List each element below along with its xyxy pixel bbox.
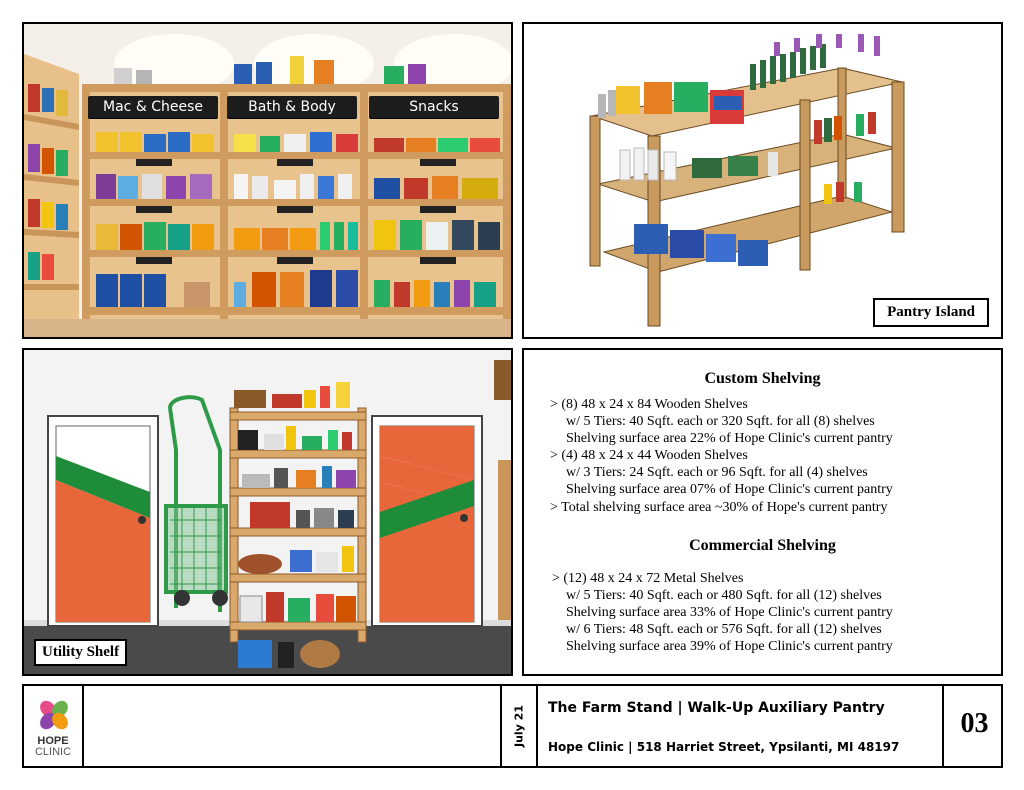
title-block-notes-area [84, 686, 502, 766]
spec-line: Shelving surface area 39% of Hope Clinic's current pantry [566, 639, 893, 654]
utility-shelf-caption: Utility Shelf [34, 639, 127, 666]
hope-clinic-logo-icon [36, 698, 72, 732]
spec-line: w/ 6 Tiers: 48 Sqft. each or 576 Sqft. for all (12) shelves [566, 622, 882, 637]
spec-line: > (12) 48 x 24 x 72 Metal Shelves [552, 571, 744, 586]
spec-line: > Total shelving surface area ~30% of Hope's current pantry [550, 500, 888, 515]
hope-clinic-logo [24, 686, 84, 766]
spec-line: > (4) 48 x 24 x 44 Wooden Shelves [550, 448, 748, 463]
sheet-number: 03 [960, 708, 989, 739]
utility-shelf-illustration [24, 350, 511, 674]
spec-line: w/ 3 Tiers: 24 Sqft. each or 96 Sqft. for all (4) shelves [566, 465, 868, 480]
logo-text-hope: HOPE [37, 735, 69, 747]
utility-shelf-panel [22, 348, 513, 676]
spec-line: w/ 5 Tiers: 40 Sqft. each or 480 Sqft. for all (12) shelves [566, 588, 882, 603]
title-block [22, 684, 1003, 768]
spec-line: Shelving surface area 33% of Hope Clinic's current pantry [566, 605, 893, 620]
shelving-specs-panel [522, 348, 1003, 676]
sign-mac-and-cheese: Mac & Cheese [88, 96, 218, 118]
pantry-render-panel [22, 22, 513, 339]
spec-line: > (8) 48 x 24 x 84 Wooden Shelves [550, 397, 748, 412]
logo-text-clinic: CLINIC [34, 746, 72, 758]
sign-bath-and-body: Bath & Body [227, 96, 357, 118]
pantry-island-caption: Pantry Island [873, 298, 989, 327]
date-cell [502, 686, 538, 766]
sheet-number-cell [944, 686, 1003, 766]
pantry-island-illustration [524, 24, 1001, 337]
pantry-wall-shelves-illustration [24, 24, 511, 337]
spec-line: w/ 5 Tiers: 40 Sqft. each or 320 Sqft. for all (8) shelves [566, 414, 875, 429]
sign-snacks: Snacks [369, 96, 499, 118]
spec-line: Shelving surface area 22% of Hope Clinic's current pantry [566, 431, 893, 446]
pantry-island-panel [522, 22, 1003, 339]
commercial-shelving-heading: Commercial Shelving [689, 537, 836, 554]
project-address: Hope Clinic | 518 Harriet Street, Ypsilanti, MI 48197 [548, 740, 900, 754]
custom-shelving-heading: Custom Shelving [704, 370, 821, 387]
spec-line: Shelving surface area 07% of Hope Clinic's current pantry [566, 482, 893, 497]
date-text: July 21 [512, 704, 526, 748]
project-title: The Farm Stand | Walk-Up Auxiliary Pantry [548, 700, 885, 716]
project-title-cell [538, 686, 944, 766]
